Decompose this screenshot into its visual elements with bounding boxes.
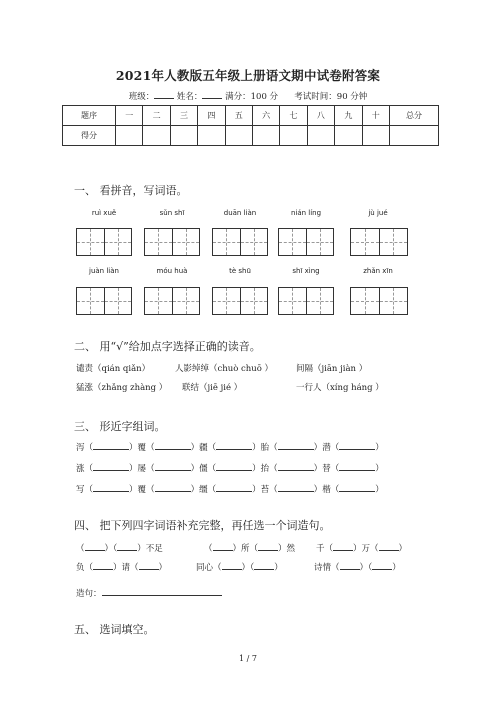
score-table-row [63,126,439,146]
writing-grid[interactable] [350,287,408,315]
writing-grid[interactable] [350,228,408,256]
answer-blank[interactable] [155,441,191,450]
grid-cell[interactable] [241,288,268,314]
char: 胎 [260,443,270,453]
writing-grid[interactable] [144,287,200,315]
char: 覆 [137,443,147,453]
idiom-text: ） [398,544,408,554]
char: 涨 [76,464,85,474]
char: 缰 [199,485,208,495]
writing-grid[interactable] [212,228,268,256]
score-header-cell: 题序 [63,106,116,126]
score-cell[interactable] [390,126,439,146]
idiom-line [316,542,407,554]
grid-cell[interactable] [77,288,105,314]
char: 替 [322,464,331,474]
reading-choice[interactable]: 人影绰绰（chuò chuō ） [175,364,274,374]
pinyin-label: móu huà [156,267,188,275]
grid-cell[interactable] [213,288,241,314]
answer-blank[interactable] [278,483,314,492]
exam-time: 考试时间：90 分钟 [294,92,368,102]
pinyin-label: nián líng [290,209,322,217]
exam-info-line [0,90,496,102]
pinyin-label: shī xìng [292,267,320,275]
score-row-label: 得分 [63,126,116,146]
score-header-cell: 四 [198,106,225,126]
answer-blank[interactable] [278,462,314,471]
score-cell[interactable] [116,126,143,146]
idiom-line [204,542,295,554]
char: 楷 [322,485,331,495]
score-cell[interactable] [198,126,225,146]
score-header-cell: 七 [280,106,307,126]
reading-choice[interactable]: 猛涨（zhǎng zhàng ） [76,383,168,393]
score-header-cell: 八 [307,106,334,126]
writing-grid[interactable] [212,287,268,315]
answer-blank[interactable] [93,462,129,471]
reading-choice[interactable]: 间隔（jiān jiàn ） [296,364,368,374]
char: 屡 [137,464,147,474]
section2-heading: 二、 用“√”给加点字选择正确的读音。 [74,340,261,353]
score-cell[interactable] [362,126,389,146]
score-header-cell: 一 [116,106,143,126]
grid-cell[interactable] [307,229,334,255]
answer-blank[interactable] [222,561,242,570]
pinyin-label: zhǎn xīn [363,267,393,275]
grid-cell[interactable] [145,288,173,314]
section5-heading: 五、 选词填空。 [74,623,155,636]
score-table [62,105,439,146]
char: 泻 [76,443,85,453]
idiom-text: 负（ [76,563,94,573]
score-cell[interactable] [307,126,334,146]
grid-cell[interactable] [279,288,307,314]
grid-cell[interactable] [279,229,307,255]
reading-choice[interactable]: 谴责（qián qiǎn） [76,364,151,374]
section3-heading: 三、 形近字组词。 [74,420,166,433]
grid-cell[interactable] [380,229,408,255]
idiom-text: ）所（ [232,544,259,554]
pinyin-label: ruì xuě [91,209,117,217]
name-blank[interactable] [202,90,222,99]
sentence-blank[interactable] [102,587,222,596]
grid-cell[interactable] [77,229,105,255]
word-group-row: 写（ ）覆（ ）缰（ ）苔（ ）楷（ ） [76,485,384,495]
idiom-line [76,542,163,554]
answer-blank[interactable] [117,542,137,551]
name-label: 姓名： [176,92,203,102]
page-number: 1 / 7 [239,654,257,663]
section1-heading: 一、 看拼音，写词语。 [74,184,188,197]
answer-blank[interactable] [139,561,159,570]
answer-blank[interactable] [339,462,375,471]
score-header-cell: 三 [170,106,197,126]
answer-blank[interactable] [258,542,278,551]
idiom-text: 同心（ [196,563,222,573]
idiom-line [314,561,401,573]
grid-cell[interactable] [380,288,408,314]
reading-choice[interactable]: 一行人（xíng háng ） [296,383,384,393]
char: 疆 [199,443,208,453]
char: 苔 [260,485,270,495]
answer-blank[interactable] [379,542,399,551]
answer-blank[interactable] [339,441,375,450]
answer-blank[interactable] [339,483,375,492]
idiom-line [76,561,167,573]
idiom-text: ）不足 [137,544,163,554]
reading-choice[interactable]: 联结（jiē jié ） [182,383,243,393]
page-title: 2021年人教版五年级上册语文期中试卷附答案 [115,68,381,83]
score-header-cell: 十 [362,106,389,126]
idiom-text: ）万（ [353,544,379,554]
answer-blank[interactable] [93,483,129,492]
class-label: 班级： [128,92,155,102]
grid-cell[interactable] [307,288,334,314]
idiom-text: ） [274,563,283,573]
word-group-row: 泻（ ）覆（ ）疆（ ）胎（ ）潜（ ） [76,443,384,453]
writing-grid[interactable] [76,228,132,256]
answer-blank[interactable] [254,561,274,570]
answer-blank[interactable] [333,542,353,551]
score-header-cell: 总分 [390,106,439,126]
idiom-text: 千（ [316,544,334,554]
grid-cell[interactable] [173,288,200,314]
sentence-label: 造句： [76,589,102,599]
score-cell[interactable] [252,126,279,146]
answer-blank[interactable] [85,542,105,551]
idiom-line [196,561,283,573]
score-table-header-row [63,106,439,126]
section4-heading: 四、 把下列四字词语补充完整，再任选一个词造句。 [74,519,331,532]
score-cell[interactable] [143,126,170,146]
sentence-line [76,587,222,599]
pinyin-label: juàn liàn [89,267,119,275]
score-header-cell: 九 [335,106,362,126]
char: 覆 [137,485,147,495]
answer-blank[interactable] [155,462,191,471]
full-score: 满分：100 分 [225,92,279,102]
writing-grid[interactable] [76,287,132,315]
answer-blank[interactable] [93,561,113,570]
answer-blank[interactable] [216,483,252,492]
idiom-text: ）然 [278,544,296,554]
idiom-text: ）（ [359,563,373,573]
word-group-row: 涨（ ）屡（ ）僵（ ）抬（ ）替（ ） [76,464,384,474]
idiom-text: 诗情（ [314,563,340,573]
answer-blank[interactable] [155,483,191,492]
pinyin-label: sǔn shī [159,209,185,217]
score-cell[interactable] [170,126,197,146]
idiom-text: ）（ [104,544,118,554]
score-cell[interactable] [225,126,252,146]
answer-blank[interactable] [213,542,233,551]
score-header-cell: 二 [143,106,170,126]
writing-grid[interactable] [144,228,200,256]
grid-cell[interactable] [241,229,268,255]
char: 潜 [322,443,331,453]
grid-cell[interactable] [145,229,173,255]
answer-blank[interactable] [216,462,252,471]
grid-cell[interactable] [105,229,132,255]
pinyin-label: duān liàn [223,209,257,217]
grid-cell[interactable] [213,229,241,255]
answer-blank[interactable] [216,441,252,450]
grid-cell[interactable] [105,288,132,314]
score-header-cell: 五 [225,106,252,126]
char: 抬 [260,464,270,474]
pinyin-label: jù jué [368,209,388,217]
answer-blank[interactable] [93,441,129,450]
writing-grid[interactable] [278,287,334,315]
idiom-text: ）（ [241,563,255,573]
idiom-text: （ [76,544,85,554]
score-cell[interactable] [335,126,362,146]
answer-blank[interactable] [340,561,360,570]
writing-grid[interactable] [278,228,334,256]
idiom-text: （ [204,544,213,554]
char: 写 [76,485,85,495]
grid-cell[interactable] [351,229,380,255]
answer-blank[interactable] [372,561,392,570]
class-blank[interactable] [154,90,174,99]
char: 僵 [199,464,208,474]
score-header-cell: 六 [252,106,279,126]
grid-cell[interactable] [351,288,380,314]
idiom-text: ）请（ [113,563,139,573]
pinyin-label: tè shū [229,267,251,275]
grid-cell[interactable] [173,229,200,255]
answer-blank[interactable] [278,441,314,450]
idiom-text: ） [392,563,401,573]
idiom-text: ） [158,563,168,573]
score-cell[interactable] [280,126,307,146]
